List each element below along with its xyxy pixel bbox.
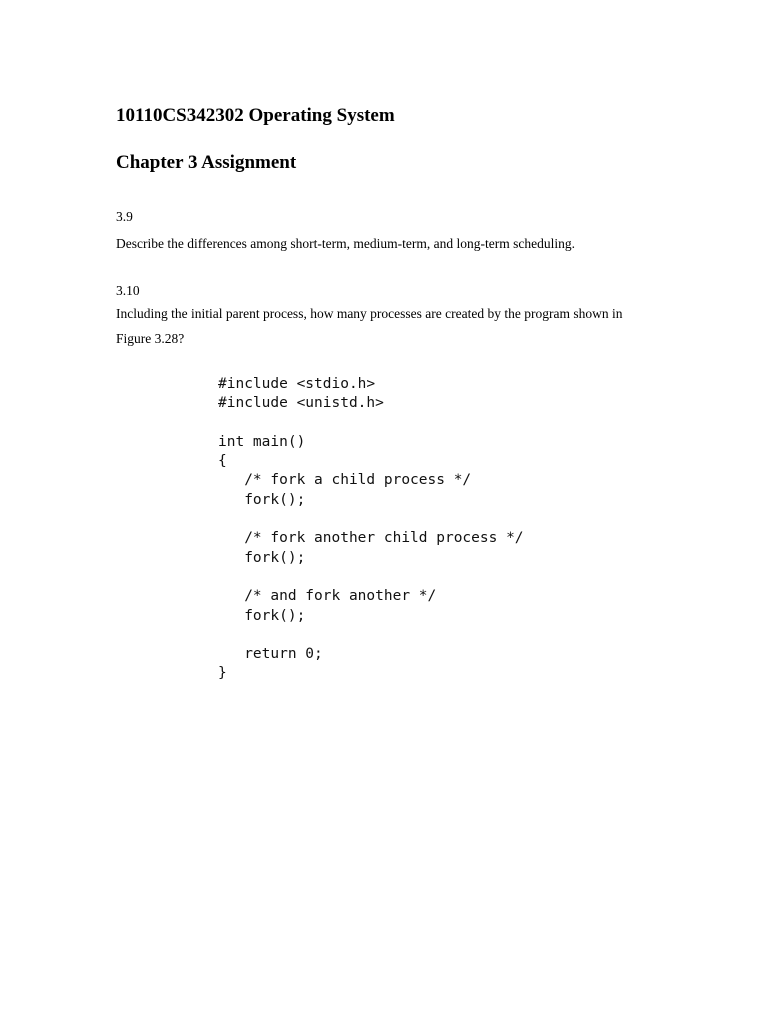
code-line: #include <stdio.h> bbox=[218, 376, 376, 392]
code-line: fork(); bbox=[218, 549, 306, 566]
code-line bbox=[218, 510, 524, 529]
document-title: 10110CS342302 Operating System bbox=[116, 105, 395, 126]
code-line: } bbox=[218, 665, 227, 682]
code-line: fork(); bbox=[218, 491, 306, 508]
question-text-3-10: Including the initial parent process, how many processes are created by the program shown in Figure 3.28? bbox=[116, 306, 623, 346]
code-line: return 0; bbox=[218, 646, 323, 663]
code-line: fork(); bbox=[218, 607, 306, 624]
code-line: int main() bbox=[218, 433, 306, 450]
code-line bbox=[218, 414, 524, 433]
question-text-3-9: Describe the differences among short-term, medium-term, and long-term scheduling. bbox=[116, 236, 575, 251]
question-number-3-10: 3.10 bbox=[116, 283, 140, 298]
code-line: /* fork a child process */ bbox=[218, 472, 472, 489]
question-number-3-9: 3.9 bbox=[116, 209, 133, 224]
code-line: { bbox=[218, 453, 227, 470]
code-line: /* fork another child process */ bbox=[218, 530, 524, 547]
assignment-heading: Chapter 3 Assignment bbox=[116, 152, 297, 173]
code-line bbox=[218, 626, 524, 645]
code-line: /* and fork another */ bbox=[218, 588, 437, 605]
code-line bbox=[218, 568, 524, 587]
code-line: #include <unistd.h> bbox=[218, 395, 384, 412]
code-listing bbox=[218, 375, 524, 684]
